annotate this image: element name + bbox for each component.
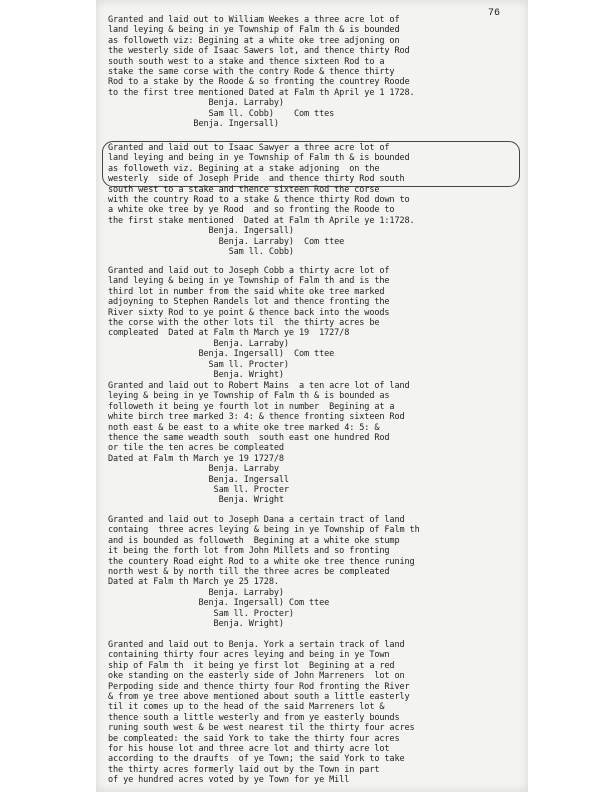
highlight-box xyxy=(102,141,520,187)
entry-text-line: and is bounded as followeth Begining at a white oke stump xyxy=(108,535,400,546)
committee-signatures xyxy=(108,588,526,630)
committee-signatures xyxy=(108,339,526,381)
signature-line: Benja. Ingersall) Com ttee xyxy=(108,349,335,360)
entry-text-line: according to the draufts of ye Town; the said York to take xyxy=(108,754,405,765)
entry-text-line: leying & being in ye Township of Falm th & is bounded as xyxy=(108,391,390,402)
land-grant-entry-robert-mains xyxy=(108,381,526,506)
entry-text-line: north west & by north till the three acres be compleated xyxy=(108,567,390,578)
signature-line: Sam ll. Procter) xyxy=(108,359,289,370)
entry-text-line: for his house lot and three acre lot and thirty acre lot xyxy=(108,744,390,755)
entry-text-line: as followeth viz: Begining at a white oke tree adjoning on xyxy=(108,35,400,46)
entry-text-line: third lot in number from the said white oke tree marked xyxy=(108,286,385,297)
committee-signatures xyxy=(108,226,526,257)
entry-text-line: adjoyning to Stephen Randels lot and thence fronting the xyxy=(108,297,390,308)
document-page xyxy=(96,0,528,792)
committee-signatures xyxy=(108,464,526,506)
signature-line: Benja. Wright) xyxy=(108,619,284,630)
entry-text-line: containg three acres leying & being in ye Township of Falm th xyxy=(108,525,420,536)
entry-text-line: thence the same weadth south south east one hundred Rod xyxy=(108,433,390,444)
entry-text-line: westerly side of Joseph Pride and thence thirty Rod south xyxy=(108,174,405,185)
land-grant-entry-joseph-cobb xyxy=(108,266,526,380)
entry-text-line: til it comes up to the head of the said Marreners lot & xyxy=(108,702,385,713)
signature-line: Benja. Wright) xyxy=(108,370,284,381)
signature-line: Benja. Larraby) xyxy=(108,587,284,598)
entry-text-line: Dated at Falm th March ye 25 1728. xyxy=(108,577,279,588)
entry-text-line: south west to a stake and thence sixteen Rod the corse xyxy=(108,184,380,195)
entry-text-line: Granted and laid out to Isaac Sawyer a three acre lot of xyxy=(108,143,390,153)
land-grant-entry-benja-york xyxy=(108,640,526,786)
entry-text-line: runing south west & be west nearest til the thirty four acres xyxy=(108,723,415,734)
entry-text-line: noth east & be east to a white oke tree marked 4: 5: & xyxy=(108,422,380,433)
entry-text-line: with the country Road to a stake & thence thirty Rod down to xyxy=(108,195,410,206)
entry-text-line: as followeth viz. Begining at a stake adjoning on the xyxy=(108,163,380,174)
entry-text-line: Granted and laid out to Benja. York a sertain track of land xyxy=(108,640,405,650)
entry-text-line: oke standing on the easterly side of John Marreners lot on xyxy=(108,671,405,682)
entry-text-line: a white oke tree by ye Rood and so fronting the Roode to xyxy=(108,205,395,216)
entry-text-line: Rod to a stake by the Roode & so fronting the countrey Roode xyxy=(108,77,410,88)
entry-text-line: the countery Road eight Rod to a white oke tree thence runing xyxy=(108,556,415,567)
entry-text-line: it being the forth lot from John Millets and so fronting xyxy=(108,546,390,557)
entry-text-line: Granted and laid out to Joseph Cobb a thirty acre lot of xyxy=(108,266,390,276)
entry-text-line: Granted and laid out to Joseph Dana a certain tract of land xyxy=(108,515,405,525)
signature-line: Benja. Ingersall) Com ttee xyxy=(108,598,330,609)
entry-text-line: thence south a little westerly and from ye easterly bounds xyxy=(108,712,400,723)
entry-text-line: ship of Falm th it being ye first lot Begining at a red xyxy=(108,660,395,671)
entry-text-line: the first stake mentioned Dated at Falm th Aprile ye 1:1728. xyxy=(108,215,415,226)
signature-line: Benja. Wright xyxy=(108,495,284,506)
signature-line: Benja. Larraby xyxy=(108,464,279,475)
entry-text-line: or tile the ten acres be compleated xyxy=(108,443,284,454)
entry-text-line: Granted and laid out to William Weekes a three acre lot of xyxy=(108,15,400,25)
entry-text-line: Perpoding side and thence thirty four Rod fronting the River xyxy=(108,681,410,692)
entry-text-line: south south west to a stake and thence sixteen Rod to a xyxy=(108,56,385,67)
signature-line: Benja. Ingersall xyxy=(108,474,289,485)
entry-text-line: be compleated: the said York to take the thirty four acres xyxy=(108,733,400,744)
entry-text-line: the corse with the other lots til the thirty acres be xyxy=(108,318,380,329)
entry-text-line: the westerly side of Isaac Sawers lot, and thence thirty Rod xyxy=(108,46,410,57)
signature-line: Benja. Ingersall) xyxy=(108,226,294,237)
signature-line: Benja. Larraby) Com ttee xyxy=(108,236,345,247)
land-grant-entry-william-weekes xyxy=(108,15,526,129)
entry-text-line: land leying and being in ye Township of Falm th & is bounded xyxy=(108,153,410,164)
entry-text-line: land leying & being in ye Township of Falm th and is the xyxy=(108,276,390,287)
signature-line: Benja. Larraby) xyxy=(108,98,284,109)
entry-text-line: to the first tree mentioned Dated at Falm th April ye 1 1728. xyxy=(108,87,415,98)
entry-text-line: of ye hundred acres voted by ye Town for ye Mill xyxy=(108,775,350,786)
committee-signatures xyxy=(108,98,526,129)
entry-text-line: compleated Dated at Falm th March ye 19 1727/8 xyxy=(108,328,350,339)
entry-text-line: followeth it being ye fourth lot in number Begining at a xyxy=(108,401,395,412)
signature-line: Sam ll. Procter xyxy=(108,485,289,496)
entry-text-line: stake the same corse with the contry Rode & thence thirty xyxy=(108,67,395,78)
entry-text-line: white birch tree marked 3: 4: & thence fronting sixteen Rod xyxy=(108,412,405,423)
entry-text-line: land leying & being in ye Township of Falm th & is bounded xyxy=(108,25,400,36)
entry-text-line: Granted and laid out to Robert Mains a ten acre lot of land xyxy=(108,381,410,391)
entry-text-line: Dated at Falm th March ye 19 1727/8 xyxy=(108,453,284,464)
signature-line: Benja. Larraby) xyxy=(108,338,289,349)
signature-line: Sam ll. Cobb) xyxy=(108,247,294,258)
land-grant-entry-joseph-dana xyxy=(108,515,526,629)
entry-text-line: River sixty Rod to ye point & thence back into the woods xyxy=(108,307,390,318)
entry-text-line: containing thirty four acres leying and being in ye Town xyxy=(108,650,390,661)
signature-line: Benja. Ingersall) xyxy=(108,119,279,130)
entry-text-line: & from ye tree above mentioned about south a little easterly xyxy=(108,692,410,703)
signature-line: Sam ll. Procter) xyxy=(108,608,294,619)
entry-text-line: the thirty acres formerly laid out by the Town in part xyxy=(108,764,380,775)
page-number: 76 xyxy=(488,8,501,19)
signature-line: Sam ll. Cobb) Com ttes xyxy=(108,108,335,119)
